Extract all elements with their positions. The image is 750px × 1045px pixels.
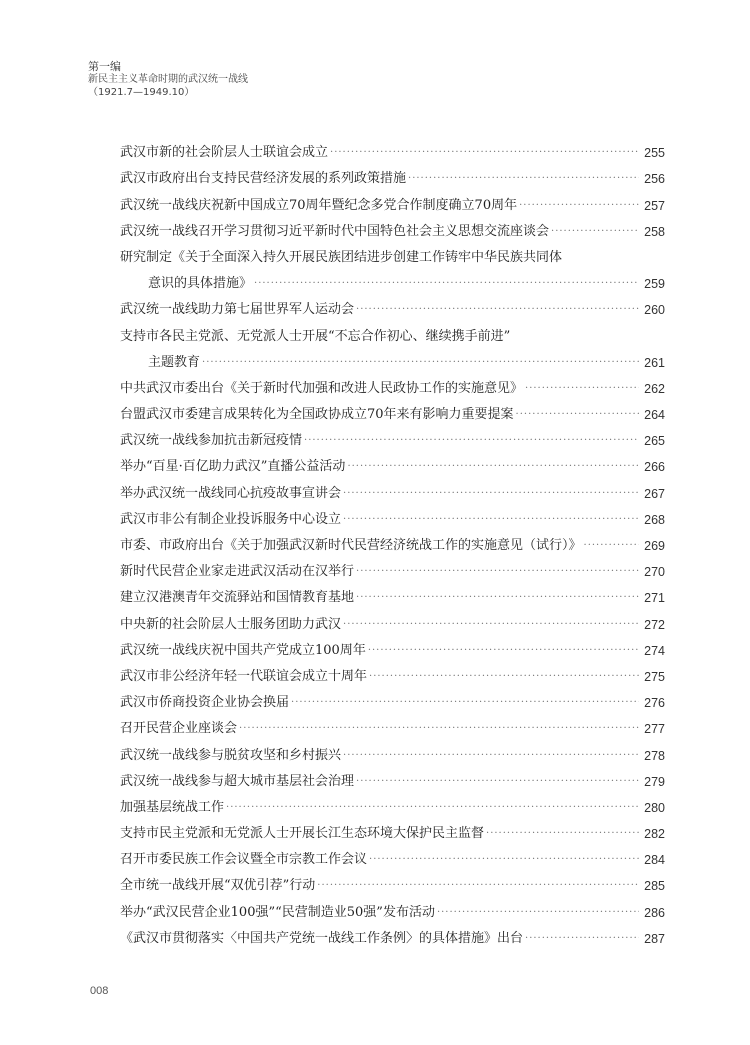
toc-leader [202,354,639,372]
toc-leader [551,223,639,241]
toc-leader [525,380,639,398]
part-label: 第一编 [88,60,121,73]
toc-entry[interactable] [120,188,665,214]
toc-entry[interactable] [120,791,665,817]
toc-entry-page: 282 [644,827,665,842]
toc-entry-page: 268 [644,512,665,527]
toc-entry-page: 262 [644,381,665,396]
toc-entry[interactable] [120,503,665,529]
toc-entry[interactable] [120,634,665,660]
toc-leader [304,432,639,450]
toc-entry-page: 260 [644,303,665,318]
toc-leader [347,458,639,476]
toc-leader [291,694,639,712]
toc-entry-title: 武汉统一战线召开学习贯彻习近平新时代中国特色社会主义思想交流座谈会 [120,223,550,239]
toc-entry-title: 全市统一战线开展“双优引荐”行动 [120,878,316,894]
toc-entry-title: 武汉市政府出台支持民营经济发展的系列政策措施 [120,171,407,187]
toc-entry-title: 武汉统一战线庆祝中国共产党成立100周年 [120,642,366,658]
toc-entry-page: 287 [644,931,665,946]
toc-entry-page: 280 [644,800,665,815]
toc-entry-title: 武汉市非公有制企业投诉服务中心设立 [120,511,342,527]
toc-entry-page: 269 [644,539,665,553]
toc-entry-title: 建立汉港澳青年交流驿站和国情教育基地 [120,590,355,606]
toc-leader [368,642,639,660]
toc-leader [369,668,639,686]
toc-entry[interactable] [120,424,665,450]
toc-entry[interactable] [120,136,665,162]
toc-entry[interactable] [120,529,665,555]
page-number: 008 [90,985,109,997]
toc-entry[interactable] [120,765,665,791]
toc-leader [437,904,639,922]
toc-entry[interactable] [120,712,665,738]
toc-entry-page: 264 [644,408,665,423]
toc-entry-page: 275 [644,669,665,684]
toc-entry[interactable] [120,686,665,712]
toc-entry-page: 276 [644,696,665,711]
toc-leader [356,563,639,581]
toc-entry-page: 277 [644,722,665,737]
toc-entry-page: 266 [644,460,665,475]
toc-entry-title: 意识的具体措施》 [148,276,253,292]
toc-leader [317,877,639,895]
toc-leader [408,170,639,188]
toc-entry[interactable] [120,817,665,843]
toc-entry-title: 中央新的社会阶层人士服务团助力武汉 [120,616,342,632]
toc-entry[interactable] [120,293,665,319]
toc-entry-title: 主题教育 [148,354,201,370]
toc-leader [343,616,639,634]
toc-entry-title: 台盟武汉市委建言成果转化为全国政协成立70年来有影响力重要提案 [120,407,514,423]
toc-entry-title: 中共武汉市委出台《关于新时代加强和改进人民政协工作的实施意见》 [120,380,524,396]
part-dates: （1921.7—1949.10） [88,87,195,98]
toc-entry-title: 武汉统一战线参与超大城市基层社会治理 [120,773,355,789]
toc-entry-page: 255 [644,146,665,161]
part-title: 新民主主义革命时期的武汉统一战线 [88,74,248,85]
toc-entry[interactable] [120,581,665,607]
toc-entry-page: 286 [644,905,665,920]
toc-entry-title: 支持市民主党派和无党派人士开展长江生态环境大保护民主监督 [120,826,485,842]
toc-entry-title: 举办“百星·百亿助力武汉”直播公益活动 [120,459,346,475]
toc-entry[interactable] [120,162,665,188]
toc-leader [369,851,639,869]
toc-entry[interactable] [120,372,665,398]
toc-entry-title: 武汉市新的社会阶层人士联谊会成立 [120,145,329,161]
toc-entry-title: 召开市委民族工作会议暨全市宗教工作会议 [120,852,368,868]
toc-leader [343,747,639,765]
toc-entry[interactable] [120,241,665,267]
toc-leader [519,197,639,215]
toc-leader [330,144,639,162]
toc-entry[interactable] [120,843,665,869]
toc-entry-page: 270 [644,565,665,580]
toc-entry[interactable] [120,738,665,764]
toc-entry-title: 武汉市侨商投资企业协会换届 [120,695,290,711]
running-head [88,60,248,99]
toc-entry-page: 267 [644,486,665,501]
toc-leader [343,511,639,529]
toc-entry-title: 武汉统一战线参与脱贫攻坚和乡村振兴 [120,747,342,763]
toc-entry-title: 举办“武汉民营企业100强”“民营制造业50强”发布活动 [120,904,435,920]
toc-entry-title: 武汉统一战线庆祝新中国成立70周年暨纪念多党合作制度确立70周年 [120,197,518,213]
toc-entry[interactable] [120,555,665,581]
toc-entry-page: 256 [644,172,665,187]
toc-entry-title: 支持市各民主党派、无党派人士开展“不忘合作初心、继续携手前进” [120,328,511,344]
toc-entry-title: 新时代民营企业家走进武汉活动在汉举行 [120,564,355,580]
toc-entry-page: 261 [644,355,665,370]
toc-leader [356,773,639,791]
toc-entry-page: 278 [644,748,665,763]
toc-entry-title: 研究制定《关于全面深入持久开展民族团结进步创建工作铸牢中华民族共同体 [120,249,563,265]
toc-leader [356,589,639,607]
toc-entry-title: 《武汉市贯彻落实〈中国共产党统一战线工作条例〉的具体措施》出台 [120,930,524,946]
toc-leader [226,799,639,817]
toc-entry[interactable] [120,319,665,345]
toc-entry-continuation[interactable] [120,346,665,372]
toc-entry[interactable] [120,660,665,686]
toc-entry-title: 举办武汉统一战线同心抗疫故事宣讲会 [120,485,342,501]
toc-leader [254,275,639,293]
table-of-contents [120,136,665,948]
toc-entry[interactable] [120,607,665,633]
toc-leader [343,485,639,503]
toc-entry[interactable] [120,895,665,921]
toc-entry-title: 加强基层统战工作 [120,799,225,815]
toc-entry[interactable] [120,476,665,502]
toc-entry-page: 265 [644,434,665,449]
toc-entry-page: 271 [644,591,665,606]
toc-entry-title: 武汉统一战线参加抗击新冠疫情 [120,433,303,449]
toc-leader [525,930,639,948]
toc-entry[interactable] [120,869,665,895]
toc-entry-page: 259 [644,277,665,292]
toc-entry[interactable] [120,398,665,424]
toc-entry-page: 272 [644,617,665,632]
toc-entry-title: 武汉统一战线助力第七届世界军人运动会 [120,302,355,318]
toc-entry-page: 279 [644,774,665,789]
toc-entry-title: 武汉市非公经济年轻一代联谊会成立十周年 [120,668,368,684]
toc-entry-page: 274 [644,643,665,658]
toc-entry-title: 市委、市政府出台《关于加强武汉新时代民营经济统战工作的实施意见（试行）》 [120,538,582,553]
toc-entry[interactable] [120,922,665,948]
toc-entry-page: 285 [644,879,665,894]
toc-leader [486,825,639,843]
toc-entry[interactable] [120,215,665,241]
toc-entry-page: 257 [644,198,665,213]
toc-leader [584,537,639,555]
toc-leader [516,406,639,424]
toc-entry-page: 258 [644,224,665,239]
toc-entry-title: 召开民营企业座谈会 [120,721,238,737]
toc-leader [239,720,639,738]
toc-entry[interactable] [120,450,665,476]
toc-entry-page: 284 [644,853,665,868]
toc-entry-continuation[interactable] [120,267,665,293]
toc-leader [356,301,639,319]
